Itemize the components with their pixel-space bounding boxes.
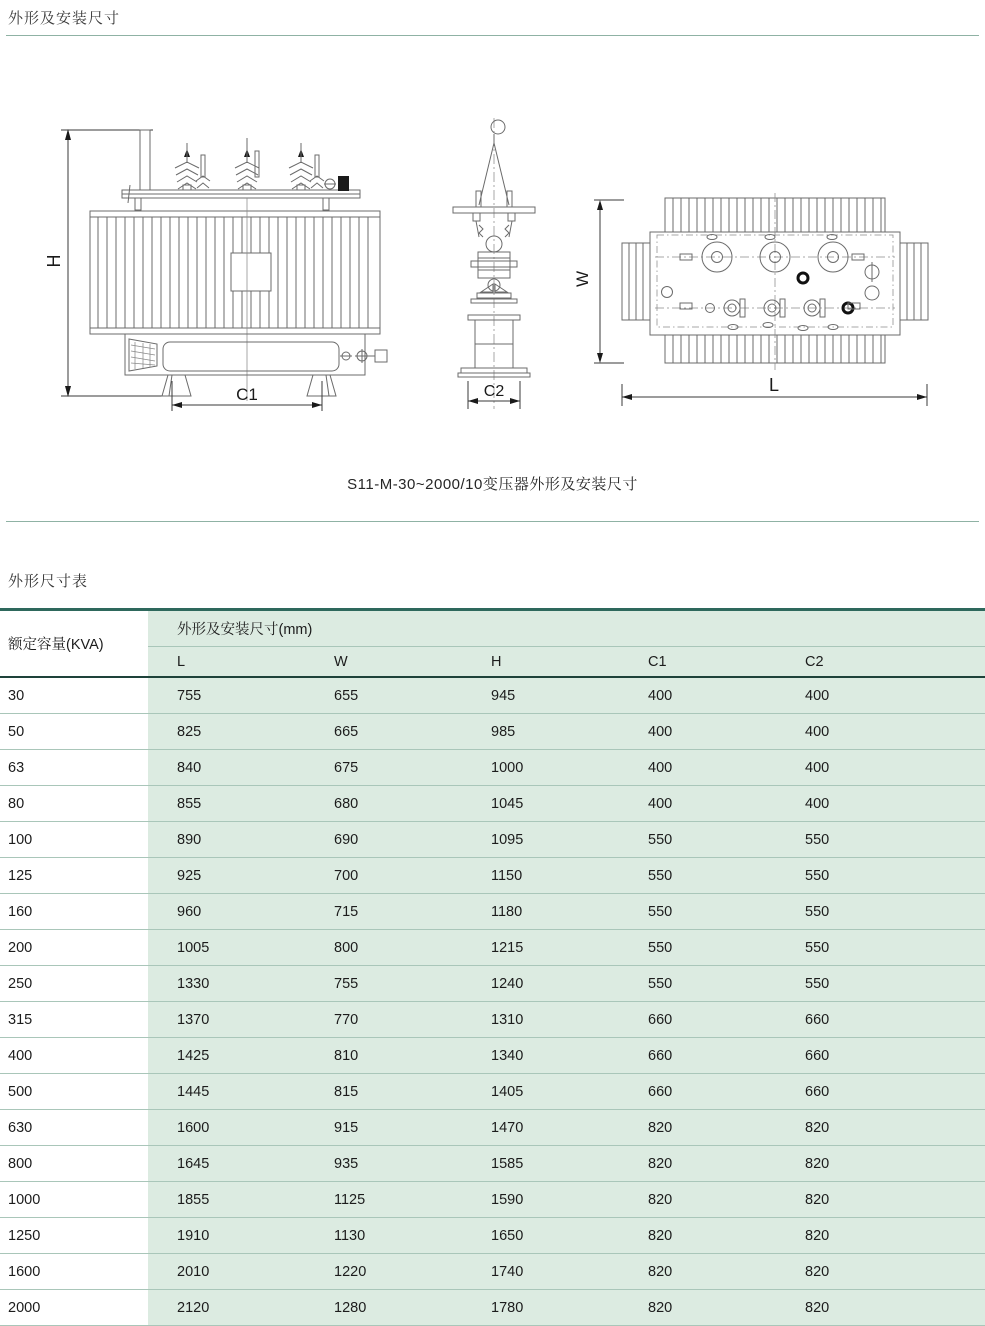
dimension-cell: 1780 bbox=[462, 1290, 619, 1326]
capacity-cell: 630 bbox=[0, 1110, 148, 1146]
capacity-cell: 500 bbox=[0, 1074, 148, 1110]
capacity-cell: 200 bbox=[0, 930, 148, 966]
dimension-cell: 665 bbox=[305, 714, 462, 750]
hatched-bracket bbox=[129, 339, 157, 371]
dimension-cell: 1125 bbox=[305, 1182, 462, 1218]
table-row bbox=[0, 714, 985, 750]
table-row bbox=[0, 930, 985, 966]
dimension-cell: 550 bbox=[776, 894, 985, 930]
dimension-cell: 550 bbox=[619, 894, 776, 930]
dimension-cell: 1910 bbox=[148, 1218, 305, 1254]
dimension-cell: 1590 bbox=[462, 1182, 619, 1218]
dimension-cell: 1180 bbox=[462, 894, 619, 930]
capacity-cell: 100 bbox=[0, 822, 148, 858]
dimension-cell: 680 bbox=[305, 786, 462, 822]
capacity-cell: 125 bbox=[0, 858, 148, 894]
dimension-cell: 550 bbox=[776, 966, 985, 1002]
dimension-cell: 400 bbox=[776, 677, 985, 714]
dimension-cell: 660 bbox=[619, 1038, 776, 1074]
dimension-cell: 400 bbox=[776, 750, 985, 786]
column-header-C2: C2 bbox=[776, 647, 985, 678]
table-row bbox=[0, 750, 985, 786]
dimension-cell: 820 bbox=[776, 1182, 985, 1218]
dimension-cell: 400 bbox=[776, 714, 985, 750]
table-header-row-1 bbox=[0, 610, 985, 647]
dimension-cell: 985 bbox=[462, 714, 619, 750]
dimension-cell: 820 bbox=[776, 1146, 985, 1182]
table-row bbox=[0, 894, 985, 930]
dimension-cell: 1855 bbox=[148, 1182, 305, 1218]
dimension-cell: 945 bbox=[462, 677, 619, 714]
dimension-cell: 935 bbox=[305, 1146, 462, 1182]
dimension-cell: 1215 bbox=[462, 930, 619, 966]
table-row bbox=[0, 786, 985, 822]
capacity-cell: 63 bbox=[0, 750, 148, 786]
dimension-cell: 820 bbox=[776, 1290, 985, 1326]
dimension-cell: 1095 bbox=[462, 822, 619, 858]
dimension-cell: 550 bbox=[619, 822, 776, 858]
dimension-cell: 1650 bbox=[462, 1218, 619, 1254]
dimension-cell: 715 bbox=[305, 894, 462, 930]
dimension-cell: 550 bbox=[619, 858, 776, 894]
dimension-cell: 1240 bbox=[462, 966, 619, 1002]
table-row bbox=[0, 1254, 985, 1290]
table-section-title: 外形尺寸表 bbox=[8, 573, 89, 590]
dimensions-group-header: 外形及安装尺寸(mm) bbox=[148, 610, 985, 647]
dimension-cell: 400 bbox=[619, 750, 776, 786]
capacity-column-header: 额定容量(KVA) bbox=[0, 610, 148, 678]
dimension-cell: 2010 bbox=[148, 1254, 305, 1290]
table-row bbox=[0, 966, 985, 1002]
drain-valve bbox=[375, 350, 387, 362]
dimension-cell: 660 bbox=[619, 1002, 776, 1038]
dimension-cell: 755 bbox=[305, 966, 462, 1002]
dimension-cell: 840 bbox=[148, 750, 305, 786]
dimension-cell: 1425 bbox=[148, 1038, 305, 1074]
column-header-C1: C1 bbox=[619, 647, 776, 678]
dimension-cell: 960 bbox=[148, 894, 305, 930]
dimension-cell: 1470 bbox=[462, 1110, 619, 1146]
dimension-cell: 820 bbox=[619, 1218, 776, 1254]
column-header-H: H bbox=[462, 647, 619, 678]
capacity-cell: 80 bbox=[0, 786, 148, 822]
dimension-cell: 820 bbox=[776, 1254, 985, 1290]
table-body bbox=[0, 677, 985, 1326]
capacity-cell: 1000 bbox=[0, 1182, 148, 1218]
dimension-cell: 550 bbox=[776, 822, 985, 858]
dimension-cell: 820 bbox=[619, 1182, 776, 1218]
divider-top bbox=[6, 35, 979, 36]
capacity-cell: 1250 bbox=[0, 1218, 148, 1254]
dimension-cell: 1150 bbox=[462, 858, 619, 894]
dimension-cell: 1445 bbox=[148, 1074, 305, 1110]
dimension-cell: 1280 bbox=[305, 1290, 462, 1326]
table-row bbox=[0, 1074, 985, 1110]
table-row bbox=[0, 1182, 985, 1218]
dimension-cell: 810 bbox=[305, 1038, 462, 1074]
dimension-cell: 1600 bbox=[148, 1110, 305, 1146]
dimension-cell: 820 bbox=[776, 1218, 985, 1254]
dimension-cell: 1310 bbox=[462, 1002, 619, 1038]
dimension-cell: 550 bbox=[776, 858, 985, 894]
dimension-cell: 655 bbox=[305, 677, 462, 714]
dimension-table bbox=[0, 608, 985, 1326]
dimension-cell: 915 bbox=[305, 1110, 462, 1146]
capacity-cell: 30 bbox=[0, 677, 148, 714]
column-header-W: W bbox=[305, 647, 462, 678]
dimension-cell: 400 bbox=[776, 786, 985, 822]
dimension-cell: 660 bbox=[776, 1002, 985, 1038]
dimension-cell: 1370 bbox=[148, 1002, 305, 1038]
dim-label-w: W bbox=[573, 270, 592, 288]
dimension-cell: 1645 bbox=[148, 1146, 305, 1182]
capacity-cell: 50 bbox=[0, 714, 148, 750]
dim-label-c2: C2 bbox=[483, 383, 505, 400]
dimension-cell: 1000 bbox=[462, 750, 619, 786]
dimension-cell: 400 bbox=[619, 677, 776, 714]
terminal-block bbox=[338, 176, 349, 191]
page-title: 外形及安装尺寸 bbox=[8, 10, 121, 27]
dimension-cell: 820 bbox=[619, 1110, 776, 1146]
dimension-cell: 550 bbox=[619, 930, 776, 966]
table-header-row-2 bbox=[0, 647, 985, 678]
dimension-cell: 550 bbox=[776, 930, 985, 966]
dimension-cell: 550 bbox=[619, 966, 776, 1002]
dimension-cell: 400 bbox=[619, 786, 776, 822]
capacity-cell: 800 bbox=[0, 1146, 148, 1182]
transformer-front-view-drawing bbox=[35, 113, 435, 421]
dimension-cell: 1585 bbox=[462, 1146, 619, 1182]
dimension-cell: 820 bbox=[776, 1110, 985, 1146]
capacity-cell: 250 bbox=[0, 966, 148, 1002]
lifting-hook bbox=[491, 120, 505, 134]
dimension-cell: 1130 bbox=[305, 1218, 462, 1254]
dimension-cell: 755 bbox=[148, 677, 305, 714]
dimension-cell: 1340 bbox=[462, 1038, 619, 1074]
hv-bushings bbox=[175, 138, 349, 191]
dimension-cell: 675 bbox=[305, 750, 462, 786]
capacity-cell: 2000 bbox=[0, 1290, 148, 1326]
dimension-cell: 660 bbox=[776, 1074, 985, 1110]
table-row bbox=[0, 1038, 985, 1074]
dimension-cell: 660 bbox=[776, 1038, 985, 1074]
nameplate bbox=[231, 253, 271, 291]
table-row bbox=[0, 1146, 985, 1182]
dimension-cell: 815 bbox=[305, 1074, 462, 1110]
dimension-cell: 1405 bbox=[462, 1074, 619, 1110]
dimension-cell: 2120 bbox=[148, 1290, 305, 1326]
table-row bbox=[0, 677, 985, 714]
column-header-L: L bbox=[148, 647, 305, 678]
table-row bbox=[0, 822, 985, 858]
capacity-cell: 1600 bbox=[0, 1254, 148, 1290]
dimension-cell: 820 bbox=[619, 1290, 776, 1326]
dimension-cell: 890 bbox=[148, 822, 305, 858]
dimension-cell: 855 bbox=[148, 786, 305, 822]
dimension-cell: 1045 bbox=[462, 786, 619, 822]
dimension-cell: 1220 bbox=[305, 1254, 462, 1290]
dimension-cell: 1740 bbox=[462, 1254, 619, 1290]
dimension-cell: 660 bbox=[619, 1074, 776, 1110]
dimension-cell: 700 bbox=[305, 858, 462, 894]
table-row bbox=[0, 1002, 985, 1038]
dimension-cell: 770 bbox=[305, 1002, 462, 1038]
figure-caption: S11-M-30~2000/10变压器外形及安装尺寸 bbox=[347, 476, 638, 493]
dimension-cell: 800 bbox=[305, 930, 462, 966]
dimension-cell: 690 bbox=[305, 822, 462, 858]
table-row bbox=[0, 1218, 985, 1254]
dimension-cell: 820 bbox=[619, 1146, 776, 1182]
dimension-cell: 400 bbox=[619, 714, 776, 750]
dimension-cell: 1330 bbox=[148, 966, 305, 1002]
transformer-top-view-drawing bbox=[570, 148, 975, 416]
dim-label-h: H bbox=[44, 254, 64, 268]
capacity-cell: 315 bbox=[0, 1002, 148, 1038]
capacity-cell: 400 bbox=[0, 1038, 148, 1074]
table-row bbox=[0, 858, 985, 894]
divider-middle bbox=[6, 521, 979, 522]
table-row bbox=[0, 1110, 985, 1146]
dim-label-l: L bbox=[768, 375, 780, 395]
capacity-cell: 160 bbox=[0, 894, 148, 930]
dimension-cell: 820 bbox=[619, 1254, 776, 1290]
table-row bbox=[0, 1290, 985, 1326]
dimension-cell: 825 bbox=[148, 714, 305, 750]
dim-label-c1: C1 bbox=[236, 385, 258, 404]
dimension-cell: 925 bbox=[148, 858, 305, 894]
dimension-cell: 1005 bbox=[148, 930, 305, 966]
